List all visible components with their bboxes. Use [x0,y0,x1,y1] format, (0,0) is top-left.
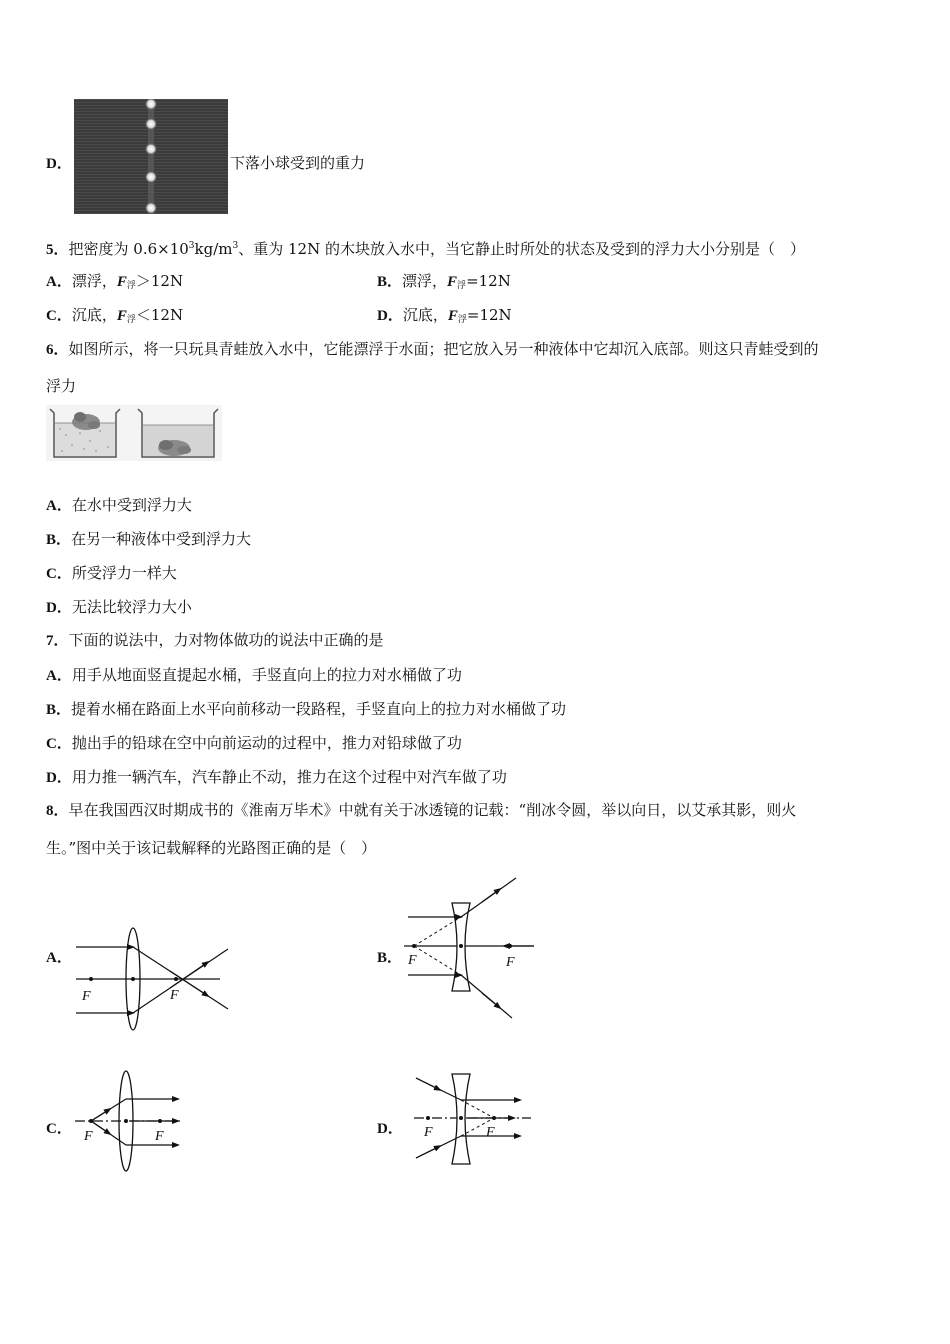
focus-label: F [424,1125,433,1140]
q8-number: 8． [46,803,69,819]
q5-stem-part-b: kg/m [194,240,233,258]
force-subscript: 浮 [457,315,467,325]
q5-option-b [377,270,511,291]
optics-diagram-d [410,1070,535,1170]
force-symbol: F [447,308,458,324]
q5-stem-part-c: 、重为 12N 的木块放入水中，当它静止时所处的状态及受到的浮力大小分别是（ ） [238,240,805,258]
q7-option-c-text: 抛出手的铅球在空中向前运动的过程中，推力对铅球做了功 [71,734,462,752]
q7-option-c [46,732,462,753]
q5-stem [46,236,805,260]
optics-diagram-a [70,925,230,1035]
q5-option-b-state: 漂浮， [402,272,448,290]
q8-option-a-label: A． [46,950,72,966]
q6-option-c-label: C． [46,566,72,582]
q7-option-a-label: A． [46,668,72,684]
q7-stem [46,630,384,651]
q5-option-c-label: C． [46,308,72,324]
q6-option-a [46,494,192,515]
q5-option-c-value: ＜12N [135,306,184,324]
force-symbol: F [447,274,458,290]
q6-option-d-text: 无法比较浮力大小 [71,598,192,616]
q5-option-c [46,304,183,325]
force-subscript: 浮 [126,315,136,325]
q7-stem-text: 下面的说法中，力对物体做功的说法中正确的是 [68,631,384,649]
q8-option-d-label: D． [377,1121,403,1137]
q7-option-a-text: 用手从地面竖直提起水桶，手竖直向上的拉力对水桶做了功 [71,666,462,684]
focus-label: F [486,1125,495,1140]
q7-option-c-label: C． [46,736,72,752]
q7-option-d-text: 用力推一辆汽车，汽车静止不动，推力在这个过程中对汽车做了功 [71,768,507,786]
q6-option-c [46,562,177,583]
q8-stem-line-1 [46,800,796,821]
q7-option-b [46,698,566,719]
q6-option-a-label: A． [46,498,72,514]
q5-number: 5． [46,242,69,258]
q5-option-b-value: =12N [466,272,511,290]
falling-ball-photo [74,99,228,214]
q4-option-d-text: 下落小球受到的重力 [230,154,366,172]
q6-option-b-text: 在另一种液体中受到浮力大 [71,530,252,548]
q5-option-d-label: D． [377,308,403,324]
q6-option-d [46,596,192,617]
force-subscript: 浮 [457,281,467,291]
q8-option-c-label: C． [46,1121,72,1137]
optics-diagram-b [400,875,540,1025]
q8-option-b-label: B． [377,950,403,966]
q5-option-d-value: =12N [466,306,512,324]
force-symbol: F [116,274,127,290]
focus-label: F [155,1129,164,1144]
q6-option-d-label: D． [46,600,72,616]
q8-stem-text-1: 早在我国西汉时期成书的《淮南万毕术》中就有关于冰透镜的记载：“削冰令圆，举以向日，以艾承其影，则火 [68,801,797,819]
q7-option-b-text: 提着水桶在路面上水平向前移动一段路程，手竖直向上的拉力对水桶做了功 [71,700,567,718]
focus-label: F [82,989,91,1004]
q5-stem-exponent-2: 3 [232,241,239,251]
q6-option-a-text: 在水中受到浮力大 [71,496,192,514]
q6-stem-line-2: 浮力 [46,377,77,395]
q6-stem-text-1: 如图所示，将一只玩具青蛙放入水中，它能漂浮于水面；把它放入另一种液体中它却沉入底部。则这只青蛙受到的 [68,340,819,358]
q5-stem-part-a: 把密度为 0.6×10 [68,240,189,258]
q8-stem-line-2: 生。”图中关于该记载解释的光路图正确的是（ ） [46,839,377,857]
q5-option-a-state: 漂浮， [71,272,117,290]
focus-label: F [408,953,417,968]
force-symbol: F [116,308,127,324]
optics-diagram-c [70,1070,185,1175]
q5-option-d [377,304,512,325]
q5-option-c-state: 沉底， [71,306,117,324]
q7-number: 7． [46,633,69,649]
q6-option-c-text: 所受浮力一样大 [71,564,177,582]
force-subscript: 浮 [126,281,136,291]
focus-label: F [170,988,179,1003]
focus-label: F [84,1129,93,1144]
q6-number: 6． [46,342,69,358]
q7-option-a [46,664,462,685]
q7-option-d [46,766,507,787]
q6-option-b-label: B． [46,532,72,548]
q7-option-b-label: B． [46,702,72,718]
frog-beakers-figure [46,405,222,461]
q5-option-a-label: A． [46,274,72,290]
q5-option-a-value: ＞12N [135,272,184,290]
q6-option-b [46,528,251,549]
q5-option-b-label: B． [377,274,403,290]
q6-stem-line-1 [46,339,819,360]
q5-option-d-state: 沉底， [402,306,448,324]
q7-option-d-label: D． [46,770,72,786]
q4-option-d-label: D． [46,156,72,172]
q5-option-a [46,270,183,291]
focus-label: F [506,955,515,970]
q5-stem-exponent-1: 3 [188,241,195,251]
